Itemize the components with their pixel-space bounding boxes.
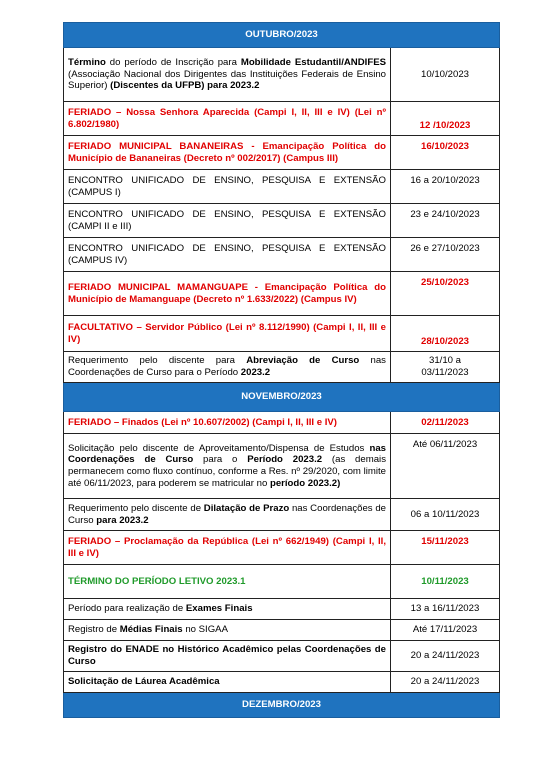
text: Período para realização de	[68, 603, 186, 615]
month-header-november	[64, 383, 500, 412]
event-date: 12 /10/2023	[391, 102, 500, 136]
event-description	[64, 434, 391, 499]
event-date: 23 e 24/10/2023	[391, 204, 500, 238]
table-row	[64, 499, 500, 531]
event-description: FERIADO – Finados (Lei nº 10.607/2002) (Campi I, II, III e IV)	[64, 412, 391, 434]
table-row	[64, 434, 500, 499]
table-row	[64, 204, 500, 238]
text-bold: Exames Finais	[185, 603, 253, 615]
event-description: ENCONTRO UNIFICADO DE ENSINO, PESQUISA E EXTENSÃO (CAMPUS IV)	[64, 238, 391, 272]
event-date: Até 17/11/2023	[391, 620, 500, 641]
text: do período de Inscrição para	[105, 57, 241, 69]
event-date: 15/11/2023	[391, 531, 500, 565]
event-description: FERIADO – Nossa Senhora Aparecida (Campi I, II, III e IV) (Lei nº 6.802/1980)	[64, 102, 391, 136]
table-row	[64, 170, 500, 204]
month-header-december	[64, 693, 500, 718]
text-bold: período 2023.2)	[269, 477, 341, 489]
event-date: 06 a 10/11/2023	[391, 499, 500, 531]
text: Registro de	[68, 624, 120, 636]
event-date: 16 a 20/10/2023	[391, 170, 500, 204]
event-date: 10/11/2023	[391, 565, 500, 599]
table-row	[64, 531, 500, 565]
text-bold: Dilatação de Prazo	[203, 502, 290, 514]
event-date: 28/10/2023	[391, 316, 500, 352]
event-date: Até 06/11/2023	[391, 434, 500, 499]
table-row	[64, 641, 500, 672]
month-title: DEZEMBRO/2023	[64, 693, 500, 718]
event-description	[64, 599, 391, 620]
event-description: FERIADO – Proclamação da República (Lei nº 662/1949) (Campi I, II, III e IV)	[64, 531, 391, 565]
event-description	[64, 352, 391, 383]
event-description: ENCONTRO UNIFICADO DE ENSINO, PESQUISA E EXTENSÃO (CAMPI II e III)	[64, 204, 391, 238]
table-row	[64, 672, 500, 693]
text-bold: Médias Finais	[119, 624, 183, 636]
event-date	[391, 352, 500, 383]
table-row	[64, 238, 500, 272]
text: para o	[193, 454, 248, 466]
event-date: 26 e 27/10/2023	[391, 238, 500, 272]
date-end: 03/11/2023	[421, 367, 469, 378]
table-row	[64, 412, 500, 434]
event-description	[64, 499, 391, 531]
text-bold: Mobilidade Estudantil/ANDIFES	[240, 57, 386, 69]
event-date: 02/11/2023	[391, 412, 500, 434]
text: Solicitação pelo discente de Aproveitamento/Dispensa de Estudos	[68, 442, 370, 454]
table-row	[64, 316, 500, 352]
text-bold: para 2023.2	[204, 80, 260, 92]
event-description: TÉRMINO DO PERÍODO LETIVO 2023.1	[64, 565, 391, 599]
event-description	[64, 48, 391, 102]
event-date: 25/10/2023	[391, 272, 500, 316]
event-description: FERIADO MUNICIPAL MAMANGUAPE - Emancipação Política do Município de Mamanguape (Decreto nº 1.633/2022) (Campus IV)	[64, 272, 391, 316]
month-header-october	[64, 23, 500, 48]
month-title: NOVEMBRO/2023	[64, 383, 500, 412]
event-description: FACULTATIVO – Servidor Público (Lei nº 8.112/1990) (Campi I, II, III e IV)	[64, 316, 391, 352]
text: (Associação Nacional dos Dirigentes das Instituições Federais de Ensino Superior)	[68, 68, 386, 92]
text-bold: para 2023.2	[96, 514, 149, 526]
event-description: FERIADO MUNICIPAL BANANEIRAS - Emancipação Política do Município de Bananeiras (Decreto nº 002/2017) (Campus III)	[64, 136, 391, 170]
event-date: 10/10/2023	[391, 48, 500, 102]
event-description	[64, 620, 391, 641]
table-row	[64, 565, 500, 599]
text: Requerimento pelo discente para	[68, 355, 247, 367]
text: (as demais permanecem como fluxo contínuo, conforme a Res. nº 29/2020, com limite até 06/11/2023, para poderem se matricular no	[68, 454, 386, 489]
event-date: 16/10/2023	[391, 136, 500, 170]
table-row	[64, 272, 500, 316]
text-bold: (Discentes da UFPB)	[110, 80, 205, 92]
text-bold: 2023.2	[240, 367, 271, 378]
table-row	[64, 102, 500, 136]
text-bold: Abreviação de Curso	[246, 355, 360, 367]
date-start: 31/10 a	[429, 355, 462, 367]
table-row	[64, 48, 500, 102]
event-date: 20 a 24/11/2023	[391, 641, 500, 672]
text: Requerimento pelo discente de	[68, 502, 204, 514]
table-row	[64, 352, 500, 383]
text: nas Coordenações de Curso para o Período	[68, 355, 386, 378]
event-date: 13 a 16/11/2023	[391, 599, 500, 620]
event-description: ENCONTRO UNIFICADO DE ENSINO, PESQUISA E EXTENSÃO (CAMPUS I)	[64, 170, 391, 204]
event-description: Solicitação de Láurea Acadêmica	[64, 672, 391, 693]
text: nas Coordenações de Curso	[68, 502, 386, 526]
text: no SIGAA	[182, 624, 228, 636]
month-title: OUTUBRO/2023	[64, 23, 500, 48]
text-bold: Período 2023.2	[247, 454, 323, 466]
academic-calendar-table	[63, 22, 500, 718]
table-row	[64, 620, 500, 641]
text-bold: nas Coordenações de Curso	[68, 442, 386, 466]
event-description: Registro do ENADE no Histórico Acadêmico pelas Coordenações de Curso	[64, 641, 391, 672]
event-date: 20 a 24/11/2023	[391, 672, 500, 693]
table-row	[64, 599, 500, 620]
text-bold: Término	[68, 57, 106, 69]
table-row	[64, 136, 500, 170]
